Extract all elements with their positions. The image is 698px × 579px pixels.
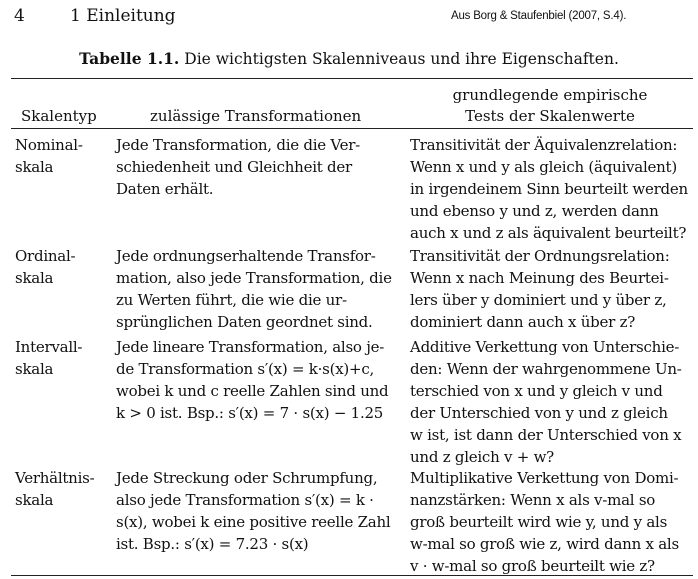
cell-line: Ordinal- (15, 247, 76, 265)
cell-line: k > 0 ist. Bsp.: s′(x) = 7 · s(x) − 1.25 (116, 404, 384, 422)
cell-line: Transitivität der Ordnungsrelation: (410, 247, 670, 265)
cell-line: skala (15, 491, 54, 509)
page-header (14, 6, 694, 28)
row-ratio-transformations (116, 467, 400, 555)
cell-line: v · w-mal so groß beurteilt wie z? (410, 557, 655, 575)
row-ratio-type (15, 467, 110, 511)
cell-line: w ist, ist dann der Unterschied von x (410, 426, 682, 444)
chapter-title: 1 Einleitung (70, 6, 176, 26)
cell-line: Wenn x nach Meinung des Beurtei- (410, 269, 669, 287)
cell-line: w-mal so groß wie z, wird dann x als (410, 535, 679, 553)
cell-line: Intervall- (15, 338, 83, 356)
row-interval-tests (410, 336, 694, 468)
row-nominal-tests (410, 134, 694, 244)
cell-line: zu Werten führt, die wie die ur- (116, 291, 347, 309)
cell-line: ist. Bsp.: s′(x) = 7.23 · s(x) (116, 535, 309, 553)
cell-line: und ebenso y und z, werden dann (410, 202, 659, 220)
table-caption (0, 49, 698, 68)
table-header-rule (11, 128, 693, 129)
row-interval-type (15, 336, 110, 380)
cell-line: Wenn x und y als gleich (äquivalent) (410, 158, 677, 176)
row-ratio-tests (410, 467, 694, 577)
cell-line: also jede Transformation s′(x) = k · (116, 491, 374, 509)
row-interval-transformations (116, 336, 400, 424)
cell-line: schiedenheit und Gleichheit der (116, 158, 352, 176)
cell-line: Jede ordnungserhaltende Transfor- (116, 247, 376, 265)
cell-line: s(x), wobei k eine positive reelle Zahl (116, 513, 391, 531)
column-header-tests (412, 85, 688, 127)
row-ordinal-type (15, 245, 110, 289)
cell-line: Verhältnis- (15, 469, 95, 487)
column-header-tests-line2: Tests der Skalenwerte (465, 107, 635, 125)
table-caption-text: Die wichtigsten Skalenniveaus und ihre Eigenschaften. (184, 50, 619, 68)
cell-line: den: Wenn der wahrgenommene Un- (410, 360, 682, 378)
cell-line: de Transformation s′(x) = k·s(x)+c, (116, 360, 375, 378)
cell-line: nanzstärken: Wenn x als v-mal so (410, 491, 656, 509)
cell-line: skala (15, 360, 54, 378)
table-top-rule (11, 78, 693, 79)
row-nominal-type (15, 134, 110, 178)
cell-line: groß beurteilt wird wie y, und y als (410, 513, 668, 531)
table-caption-label: Tabelle 1.1. (79, 49, 180, 68)
cell-line: auch x und z als äquivalent beurteilt? (410, 224, 687, 242)
column-header-tests-line1: grundlegende empirische (452, 86, 648, 104)
cell-line: der Unterschied von y und z gleich (410, 404, 668, 422)
column-header-transformations: zulässige Transformationen (150, 107, 362, 125)
cell-line: und z gleich v + w? (410, 448, 554, 466)
cell-line: dominiert dann auch x über z? (410, 313, 636, 331)
cell-line: Jede Transformation, die die Ver- (116, 136, 360, 154)
cell-line: in irgendeinem Sinn beurteilt werden (410, 180, 688, 198)
row-nominal-transformations (116, 134, 400, 200)
row-ordinal-tests (410, 245, 694, 333)
cell-line: Transitivität der Äquivalenzrelation: (410, 136, 678, 154)
cell-line: Nominal- (15, 136, 83, 154)
cell-line: wobei k und c reelle Zahlen sind und (116, 382, 389, 400)
row-ordinal-transformations (116, 245, 400, 333)
cell-line: Daten erhält. (116, 180, 214, 198)
cell-line: Additive Verkettung von Unterschie- (410, 338, 680, 356)
cell-line: mation, also jede Transformation, die (116, 269, 392, 287)
cell-line: Jede Streckung oder Schrumpfung, (116, 469, 378, 487)
cell-line: sprünglichen Daten geordnet sind. (116, 313, 373, 331)
cell-line: Jede lineare Transformation, also je- (116, 338, 385, 356)
cell-line: terschied von x und y gleich v und (410, 382, 663, 400)
cell-line: Multiplikative Verkettung von Domi- (410, 469, 679, 487)
cell-line: lers über y dominiert und y über z, (410, 291, 667, 309)
page-number: 4 (14, 6, 25, 26)
source-note: Aus Borg & Staufenbiel (2007, S.4). (451, 10, 627, 22)
cell-line: skala (15, 158, 54, 176)
column-header-type: Skalentyp (21, 107, 97, 125)
cell-line: skala (15, 269, 54, 287)
